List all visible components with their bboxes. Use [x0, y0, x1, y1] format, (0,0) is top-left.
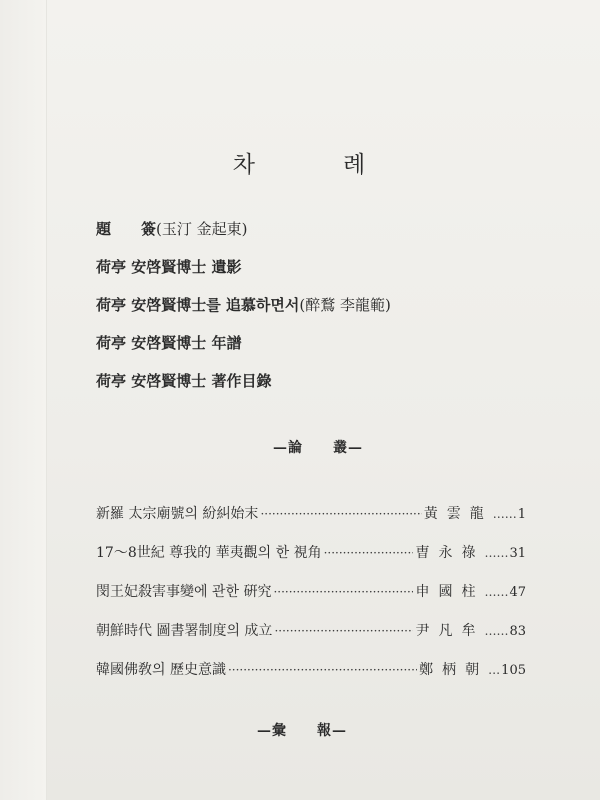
article-author: 申國柱 — [415, 584, 485, 600]
article-entry — [96, 620, 526, 659]
article-entry — [96, 503, 526, 542]
page-title-right: 례 — [343, 152, 368, 178]
article-page-number: 1 — [517, 507, 526, 522]
front-matter-title: 題 簽 — [96, 220, 157, 238]
article-title: 朝鮮時代 圖書署制度의 成立 — [96, 623, 273, 639]
article-title: 17～8世紀 尊我的 華夷觀의 한 視角 — [96, 545, 322, 561]
front-matter-title: 荷亭 安啓賢博士를 追慕하면서 — [96, 296, 300, 314]
front-matter-item — [96, 329, 391, 367]
article-author: 尹凡牟 — [415, 623, 485, 639]
front-matter-item — [96, 215, 391, 253]
front-matter-list — [96, 215, 391, 405]
front-matter-item — [96, 367, 391, 405]
article-page-number: 105 — [501, 663, 526, 678]
page-leader: …… — [484, 585, 509, 599]
section-heading-ronchong: —論 叢— — [273, 440, 363, 456]
leader-dots — [260, 507, 421, 521]
page-leader: …… — [484, 546, 509, 560]
article-page-number: 31 — [509, 546, 526, 561]
article-title: 韓國佛敎의 歷史意識 — [96, 662, 226, 678]
article-author: 鄭柄朝 — [419, 662, 489, 678]
front-matter-item — [96, 291, 391, 329]
page-title-left: 차 — [232, 152, 257, 178]
leader-dots — [274, 624, 413, 638]
leader-dots — [228, 663, 417, 677]
page-leader: … — [488, 663, 501, 677]
front-matter-item — [96, 253, 391, 291]
page-title — [0, 146, 600, 179]
front-matter-title: 荷亭 安啓賢博士 著作目錄 — [96, 372, 272, 390]
section-heading-hwibo: —彙 報— — [257, 723, 347, 739]
front-matter-title: 荷亭 安啓賢博士 年譜 — [96, 334, 242, 352]
front-matter-credit: (玉汀 金起東) — [156, 220, 248, 238]
leader-dots — [273, 585, 413, 599]
article-entry — [96, 542, 526, 581]
article-list — [96, 503, 526, 698]
leader-dots — [324, 546, 414, 560]
page-leader: …… — [492, 507, 517, 521]
article-author: 曺永祿 — [415, 545, 485, 561]
article-title: 閔王妃殺害事變에 관한 硏究 — [96, 584, 272, 600]
article-page-number: 83 — [509, 624, 526, 639]
article-author: 黃雲龍 — [423, 506, 493, 522]
article-entry — [96, 581, 526, 620]
article-entry — [96, 659, 526, 698]
article-title: 新羅 太宗廟號의 紛糾始末 — [96, 506, 259, 522]
front-matter-title: 荷亭 安啓賢博士 遺影 — [96, 258, 242, 276]
page-gutter — [0, 0, 47, 800]
front-matter-credit: (醉鶩 李龍範) — [299, 296, 391, 314]
article-page-number: 47 — [509, 585, 526, 600]
page-leader: …… — [484, 624, 509, 638]
